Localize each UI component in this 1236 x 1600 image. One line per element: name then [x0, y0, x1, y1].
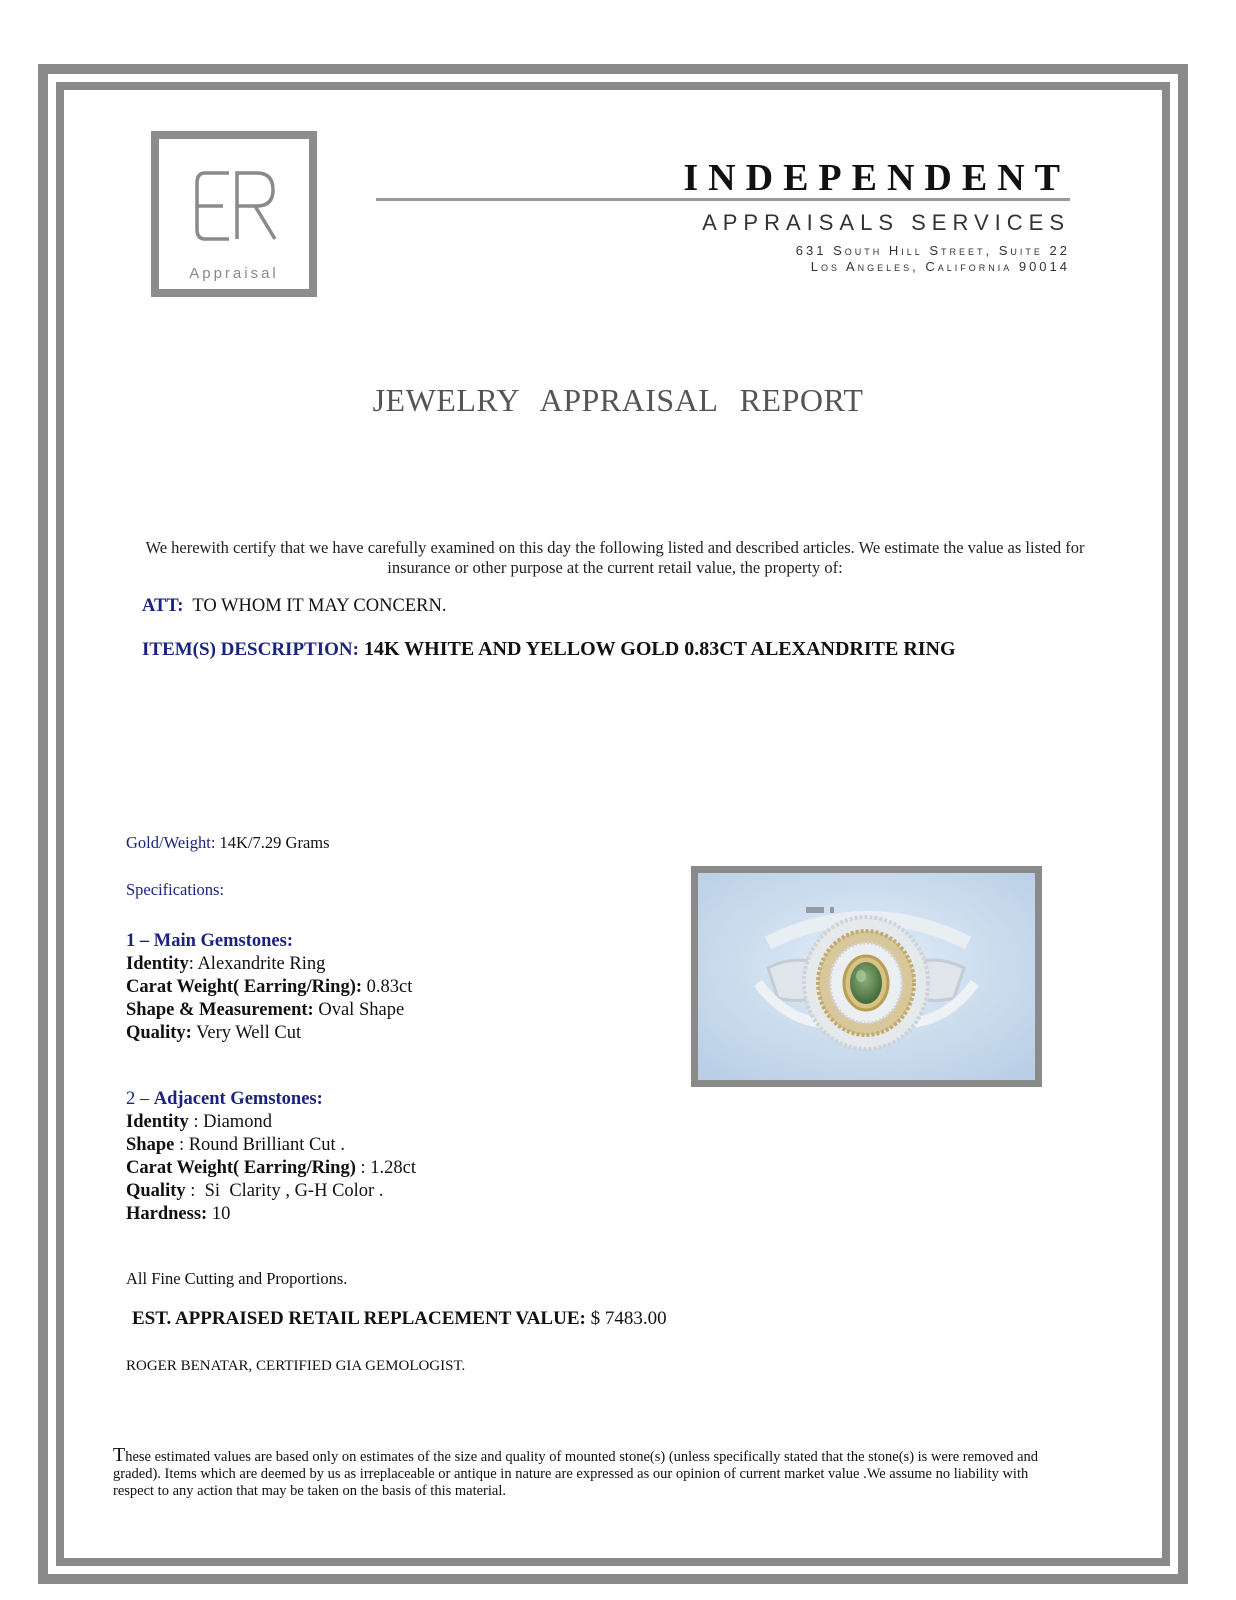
ring-photo: [691, 866, 1042, 1087]
adjacent-gemstones-section: [126, 1088, 416, 1226]
appraised-value-label: EST. APPRAISED RETAIL REPLACEMENT VALUE:: [132, 1308, 586, 1329]
item-description-label: ITEM(S) DESCRIPTION:: [142, 639, 359, 660]
main-gemstones-number: 1 –: [126, 931, 150, 951]
adjacent-quality: [126, 1180, 416, 1203]
adjacent-gemstones-heading: [126, 1088, 416, 1111]
main-quality: [126, 1022, 412, 1045]
adjacent-quality-value: : Si Clarity , G-H Color .: [185, 1181, 384, 1201]
adjacent-identity-label: Identity: [126, 1112, 189, 1132]
specifications-label: Specifications:: [126, 880, 225, 899]
att-line: [142, 596, 446, 617]
adjacent-hardness-value: 10: [211, 1204, 231, 1224]
fine-cutting-note: All Fine Cutting and Proportions.: [126, 1269, 348, 1288]
appraised-value-amount: $ 7483.00: [590, 1308, 667, 1329]
adjacent-gemstones-number: 2 –: [126, 1089, 150, 1109]
att-value: TO WHOM IT MAY CONCERN.: [192, 596, 447, 616]
adjacent-gemstones-title: Adjacent Gemstones:: [153, 1089, 323, 1109]
disclaimer-text: hese estimated values are based only on estimates of the size and quality of mounted stone(s) (unless specifically stated that the stone(s) is were removed and graded). Items which are deemed by us as irreplaceable or antique in nature are expressed as our opinion of current market value .We assume no liability with respect to any action that may be taken on the basis of this material.: [113, 1449, 1039, 1499]
logo-subtitle: Appraisal: [189, 265, 279, 282]
main-identity: [126, 953, 412, 976]
inner-border: [56, 82, 1170, 1566]
main-shape-label: Shape & Measurement:: [126, 1000, 314, 1020]
ring-image: [698, 873, 1035, 1080]
item-description: [142, 638, 956, 661]
adjacent-hardness-label: Hardness:: [126, 1204, 208, 1224]
disclaimer-first-letter: T: [113, 1444, 126, 1466]
adjacent-shape-label: Shape: [126, 1135, 175, 1155]
main-gemstones-heading: [126, 930, 412, 953]
disclaimer: [113, 1444, 1043, 1500]
adjacent-quality-label: Quality: [126, 1181, 186, 1201]
main-quality-value: Very Well Cut: [196, 1023, 302, 1043]
item-description-value: 14K WHITE AND YELLOW GOLD 0.83CT ALEXANDRITE RING: [363, 638, 956, 660]
adjacent-carat: [126, 1157, 416, 1180]
main-gemstones-title: Main Gemstones:: [153, 931, 293, 951]
main-shape: [126, 999, 412, 1022]
company-name: INDEPENDENT: [683, 157, 1070, 199]
address-line-1: 631 South Hill Street, Suite 22: [795, 243, 1070, 258]
certification-text: We herewith certify that we have carefully examined on this day the following listed and described articles. We estimate the value as listed for insurance or other purpose at the current retail value, the property of:: [145, 538, 1085, 577]
adjacent-shape-value: : Round Brilliant Cut .: [174, 1135, 345, 1155]
main-carat-label: Carat Weight( Earring/Ring):: [126, 977, 363, 997]
main-identity-value: : Alexandrite Ring: [188, 954, 326, 974]
main-gemstones-section: [126, 930, 412, 1045]
adjacent-carat-value: : 1.28ct: [355, 1158, 416, 1178]
main-carat-value: 0.83ct: [366, 977, 413, 997]
adjacent-hardness: [126, 1203, 416, 1226]
report-title: JEWELRY APPRAISAL REPORT: [372, 382, 864, 418]
adjacent-shape: [126, 1134, 416, 1157]
main-quality-label: Quality:: [126, 1023, 192, 1043]
main-identity-label: Identity: [126, 954, 189, 974]
er-appraisal-logo: [151, 131, 317, 297]
company-services: APPRAISALS SERVICES: [702, 210, 1070, 235]
appraised-value: [132, 1308, 667, 1330]
gold-weight: [126, 833, 330, 853]
adjacent-identity-value: : Diamond: [188, 1112, 272, 1132]
adjacent-carat-label: Carat Weight( Earring/Ring): [126, 1158, 356, 1178]
att-label: ATT:: [142, 596, 184, 616]
main-carat: [126, 976, 412, 999]
gold-weight-value: 14K/7.29 Grams: [219, 833, 330, 852]
gold-weight-label: Gold/Weight:: [126, 833, 216, 852]
gemologist-signature: ROGER BENATAR, CERTIFIED GIA GEMOLOGIST.: [126, 1358, 466, 1374]
address-line-2: Los Angeles, California 90014: [810, 259, 1070, 274]
adjacent-identity: [126, 1111, 416, 1134]
er-monogram-icon: [193, 169, 277, 243]
main-shape-value: Oval Shape: [318, 1000, 405, 1020]
